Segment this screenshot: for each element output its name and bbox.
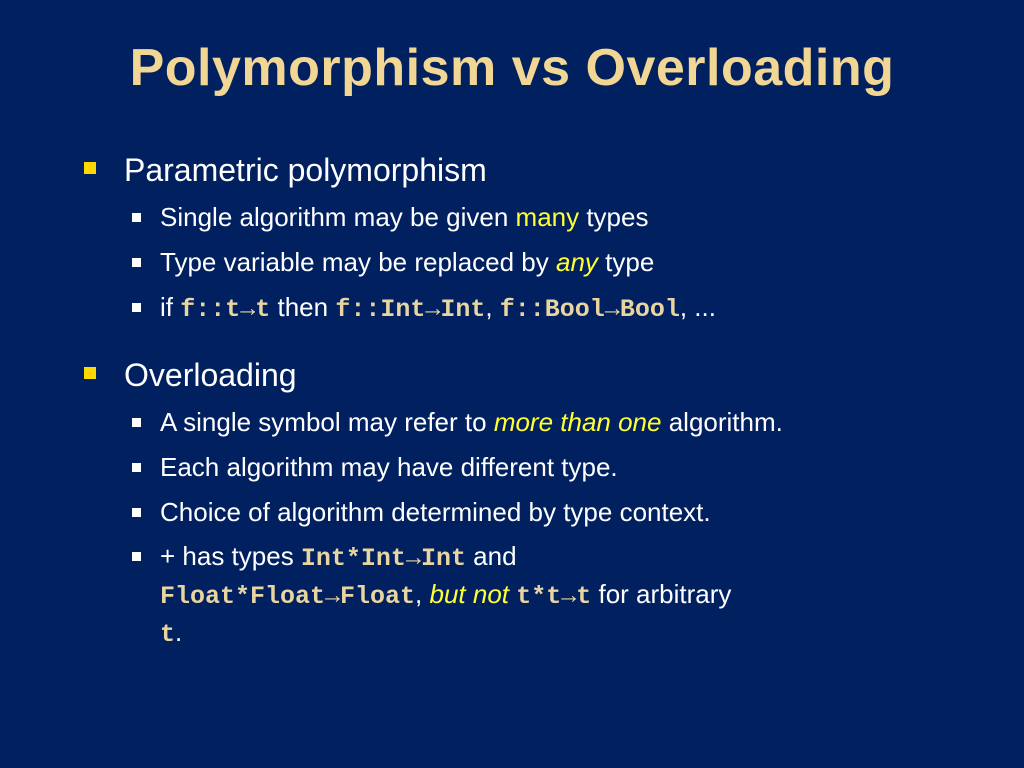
square-bullet-icon <box>84 162 96 174</box>
square-bullet-icon <box>132 213 141 222</box>
highlight-text: more than one <box>493 407 662 437</box>
sub-bullet-text: Single algorithm may be given many types <box>160 202 649 232</box>
heading-text: Overloading <box>124 357 297 393</box>
code-text: f::t→t <box>180 295 271 324</box>
square-bullet-icon <box>132 418 141 427</box>
highlight-text: many <box>515 202 580 232</box>
code-text: t*t→t <box>516 582 592 611</box>
square-bullet-icon <box>84 367 96 379</box>
code-text: f::Int→Int <box>335 295 486 324</box>
square-bullet-icon <box>132 463 141 472</box>
code-text: t <box>160 620 176 649</box>
sub-bullet-text: if f::t→t then f::Int→Int, f::Bool→Bool, ... <box>160 292 716 324</box>
square-bullet-icon <box>132 258 141 267</box>
code-text: f::Bool→Bool <box>499 295 680 324</box>
heading-text: Parametric polymorphism <box>124 152 487 188</box>
sub-bullet-text: + has types Int*Int→Int and <box>160 541 517 573</box>
code-text: Int*Int→Int <box>300 544 466 573</box>
sub-bullet-continuation: t. <box>160 617 183 649</box>
square-bullet-icon <box>132 552 141 561</box>
sub-bullet-text: Each algorithm may have different type. <box>160 452 618 482</box>
sub-bullet-text: Type variable may be replaced by any type <box>160 247 655 277</box>
code-text: Float*Float→Float <box>160 582 416 611</box>
sub-bullet-continuation: Float*Float→Float, but not t*t→t for arbitrary <box>160 579 732 611</box>
slide-title: Polymorphism vs Overloading <box>129 39 895 97</box>
sub-bullet-text: A single symbol may refer to more than one algorithm. <box>160 407 783 437</box>
square-bullet-icon <box>132 303 141 312</box>
highlight-text: but not <box>429 579 510 609</box>
highlight-text: any <box>556 247 598 277</box>
sub-bullet-text: Choice of algorithm determined by type context. <box>160 497 711 527</box>
square-bullet-icon <box>132 508 141 517</box>
